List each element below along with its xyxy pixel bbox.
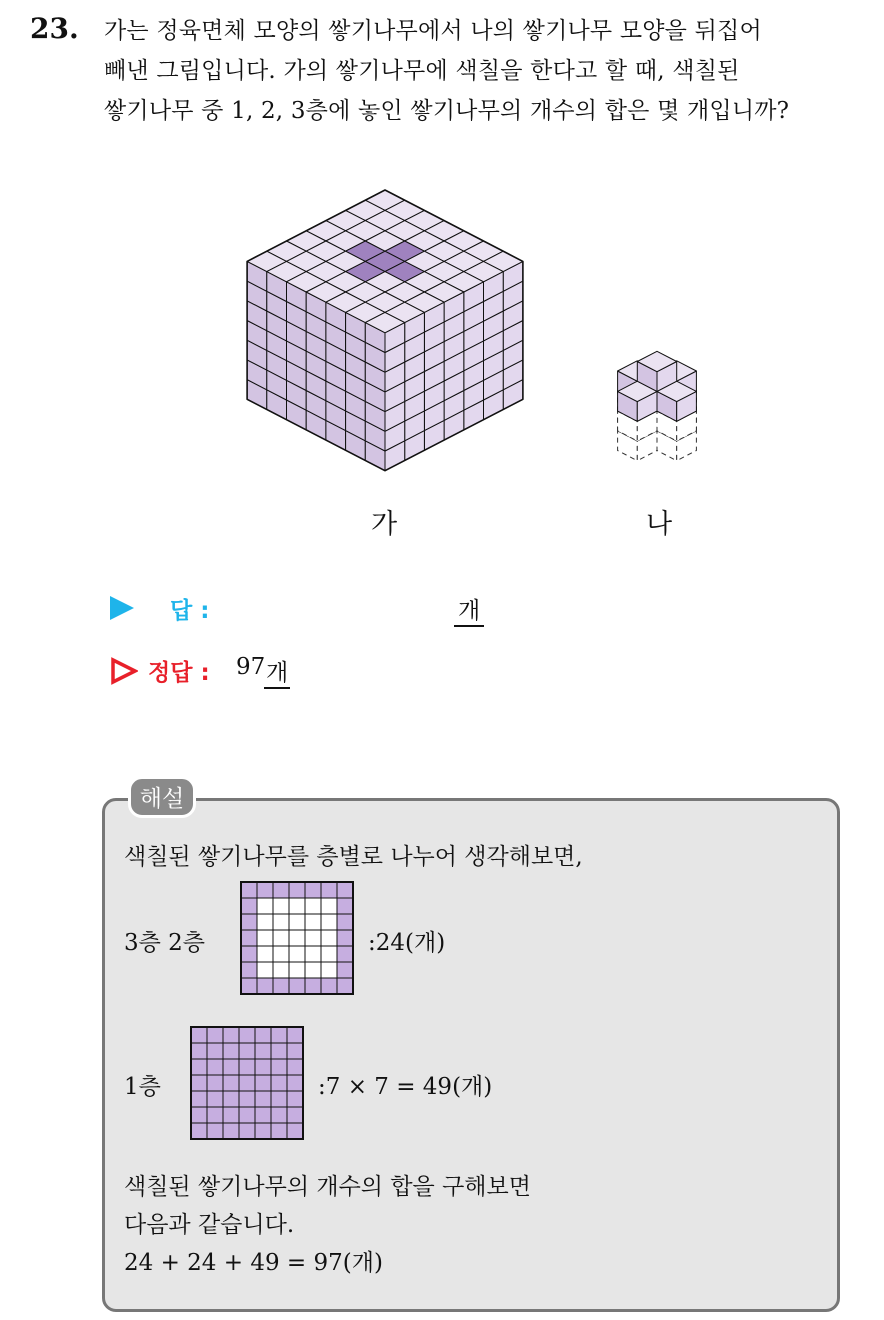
grid-cell — [337, 914, 353, 930]
grid-cell — [321, 978, 337, 994]
grid-cell — [255, 1027, 271, 1043]
grid-cell — [241, 946, 257, 962]
grid-cell — [255, 1091, 271, 1107]
grid-cell — [207, 1075, 223, 1091]
grid-cell — [207, 1123, 223, 1139]
explanation-tag: 해설 — [128, 776, 196, 818]
layer-3-2-grid — [239, 880, 355, 996]
sum-line-1: 색칠된 쌓기나무의 개수의 합을 구해보면 — [124, 1174, 531, 1200]
question-line-3: 쌓기나무 중 1, 2, 3층에 놓인 쌓기나무의 개수의 합은 몇 개입니까? — [104, 98, 790, 124]
grid-cell — [289, 962, 305, 978]
grid-cell — [223, 1059, 239, 1075]
grid-cell — [207, 1043, 223, 1059]
grid-cell — [191, 1075, 207, 1091]
grid-cell — [337, 962, 353, 978]
grid-cell — [191, 1091, 207, 1107]
grid-cell — [305, 898, 321, 914]
grid-cell — [255, 1075, 271, 1091]
grid-cell — [207, 1059, 223, 1075]
grid-cell — [287, 1123, 303, 1139]
layer-1-label: 1층 — [124, 1074, 161, 1100]
grid-cell — [273, 930, 289, 946]
grid-cell — [223, 1075, 239, 1091]
question-number: 23. — [30, 12, 79, 45]
grid-cell — [271, 1091, 287, 1107]
question-line-2: 빼낸 그림입니다. 가의 쌓기나무에 색칠을 한다고 할 때, 색칠된 — [104, 58, 740, 84]
outline-triangle-icon — [110, 657, 138, 685]
grid-cell — [289, 946, 305, 962]
grid-cell — [321, 898, 337, 914]
grid-cell — [271, 1027, 287, 1043]
grid-cell — [257, 962, 273, 978]
solution-label: 정답 : — [148, 660, 210, 686]
grid-cell — [239, 1107, 255, 1123]
grid-cell — [257, 914, 273, 930]
grid-cell — [223, 1027, 239, 1043]
solution-value: 97 — [236, 654, 266, 680]
grid-cell — [223, 1043, 239, 1059]
grid-cell — [255, 1123, 271, 1139]
answer-unit: 개 — [454, 592, 484, 627]
grid-cell — [321, 882, 337, 898]
grid-cell — [271, 1043, 287, 1059]
grid-cell — [289, 898, 305, 914]
grid-cell — [289, 882, 305, 898]
grid-cell — [337, 930, 353, 946]
grid-cell — [241, 882, 257, 898]
solution-row — [110, 654, 510, 688]
sum-line-3: 24 + 24 + 49 = 97(개) — [124, 1250, 383, 1276]
grid-cell — [207, 1091, 223, 1107]
grid-cell — [337, 898, 353, 914]
grid-cell — [271, 1059, 287, 1075]
grid-cell — [321, 914, 337, 930]
grid-cell — [305, 946, 321, 962]
grid-cell — [241, 898, 257, 914]
grid-cell — [321, 930, 337, 946]
answer-label: 답 : — [170, 598, 210, 624]
grid-cell — [191, 1107, 207, 1123]
grid-cell — [305, 930, 321, 946]
grid-cell — [257, 978, 273, 994]
grid-cell — [287, 1075, 303, 1091]
grid-cell — [223, 1123, 239, 1139]
grid-cell — [287, 1059, 303, 1075]
answer-row — [110, 592, 510, 626]
sum-line-2: 다음과 같습니다. — [124, 1212, 295, 1238]
question-line-1: 가는 정육면체 모양의 쌓기나무에서 나의 쌓기나무 모양을 뒤집어 — [104, 18, 762, 44]
grid-cell — [239, 1043, 255, 1059]
grid-cell — [257, 946, 273, 962]
grid-cell — [287, 1091, 303, 1107]
grid-cell — [273, 898, 289, 914]
grid-cell — [289, 914, 305, 930]
grid-cell — [191, 1059, 207, 1075]
grid-cell — [287, 1027, 303, 1043]
grid-cell — [239, 1027, 255, 1043]
grid-cell — [241, 962, 257, 978]
grid-cell — [289, 978, 305, 994]
grid-cell — [241, 978, 257, 994]
layer-3-2-count: :24(개) — [368, 930, 446, 956]
layer-1-count: :7 × 7 = 49(개) — [318, 1074, 493, 1100]
grid-cell — [207, 1107, 223, 1123]
grid-cell — [305, 882, 321, 898]
grid-cell — [287, 1107, 303, 1123]
figure-cube-a — [240, 182, 530, 497]
grid-cell — [207, 1027, 223, 1043]
grid-cell — [337, 946, 353, 962]
grid-cell — [257, 898, 273, 914]
grid-cell — [223, 1091, 239, 1107]
grid-cell — [239, 1075, 255, 1091]
grid-cell — [191, 1027, 207, 1043]
grid-cell — [191, 1043, 207, 1059]
grid-cell — [271, 1107, 287, 1123]
grid-cell — [241, 930, 257, 946]
grid-cell — [321, 962, 337, 978]
layer-3-2-label: 3층 2층 — [124, 930, 206, 956]
grid-cell — [337, 978, 353, 994]
grid-cell — [223, 1107, 239, 1123]
grid-cell — [321, 946, 337, 962]
layer-1-grid — [189, 1025, 305, 1141]
play-triangle-icon — [110, 596, 134, 620]
grid-cell — [273, 882, 289, 898]
grid-cell — [255, 1043, 271, 1059]
grid-cell — [255, 1107, 271, 1123]
solution-unit: 개 — [264, 654, 290, 689]
figure-label-a: 가 — [371, 509, 398, 540]
grid-cell — [305, 914, 321, 930]
grid-cell — [191, 1123, 207, 1139]
grid-cell — [273, 962, 289, 978]
grid-cell — [271, 1075, 287, 1091]
grid-cell — [287, 1043, 303, 1059]
grid-cell — [255, 1059, 271, 1075]
grid-cell — [273, 914, 289, 930]
grid-cell — [273, 946, 289, 962]
grid-cell — [257, 930, 273, 946]
grid-cell — [239, 1091, 255, 1107]
grid-cell — [305, 962, 321, 978]
grid-cell — [271, 1123, 287, 1139]
grid-cell — [257, 882, 273, 898]
grid-cell — [305, 978, 321, 994]
grid-cell — [273, 978, 289, 994]
grid-cell — [239, 1059, 255, 1075]
grid-cell — [241, 914, 257, 930]
explanation-intro: 색칠된 쌓기나무를 층별로 나누어 생각해보면, — [124, 844, 583, 870]
figure-shape-b — [592, 296, 722, 496]
grid-cell — [337, 882, 353, 898]
figure-label-b: 나 — [646, 509, 673, 540]
grid-cell — [289, 930, 305, 946]
grid-cell — [239, 1123, 255, 1139]
